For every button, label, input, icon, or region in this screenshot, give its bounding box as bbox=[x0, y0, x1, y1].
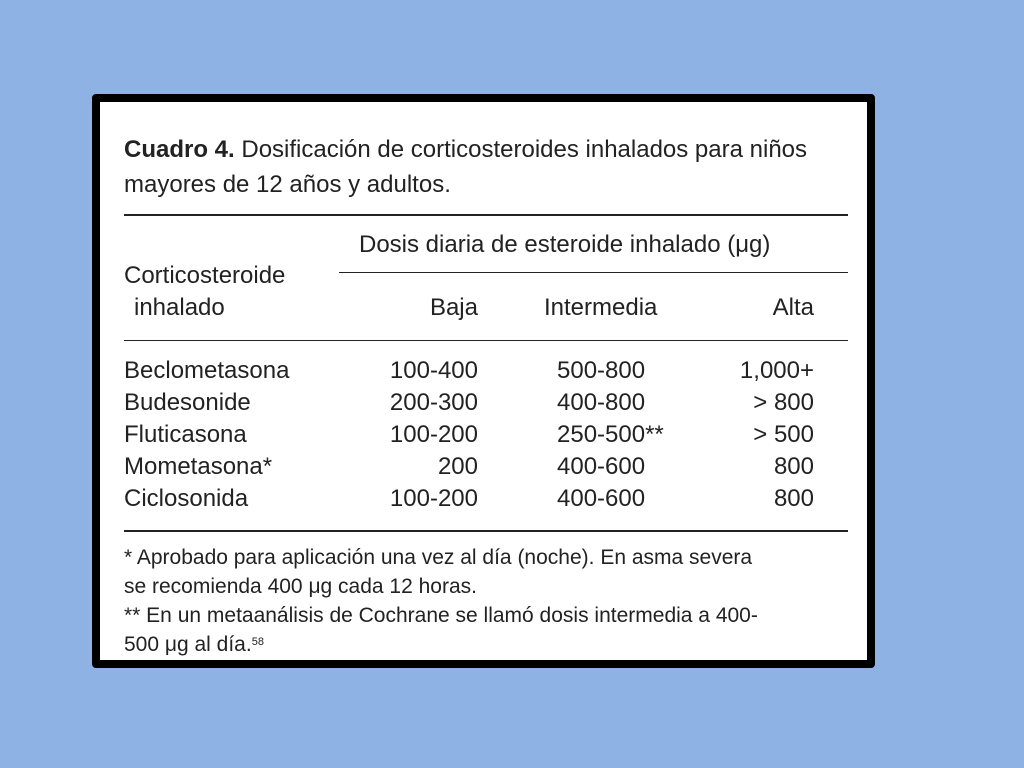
row-4-low: 100-200 bbox=[389, 485, 478, 512]
table-footnotes bbox=[124, 543, 848, 659]
footnote-2-line1: ** En un metaanálisis de Cochrane se llamó dosis intermedia a 400- bbox=[124, 604, 758, 627]
row-0-low: 100-400 bbox=[389, 357, 478, 384]
row-1-high: > 800 bbox=[753, 389, 814, 416]
row-3-medium: 400-600 bbox=[557, 453, 646, 480]
row-4-medium: 400-600 bbox=[557, 485, 646, 512]
row-2-low: 100-200 bbox=[389, 421, 478, 448]
table-caption bbox=[124, 132, 848, 202]
footnote-2-line2-text: 500 μg al día. bbox=[124, 633, 252, 656]
row-3-low: 200 bbox=[437, 453, 478, 480]
top-rule bbox=[124, 214, 848, 216]
row-0-drug: Beclometasona bbox=[124, 357, 290, 384]
bottom-rule bbox=[124, 530, 848, 532]
row-2-high: > 500 bbox=[753, 421, 814, 448]
footnote-1-line1: * Aprobado para aplicación una vez al día (noche). En asma severa bbox=[124, 546, 753, 569]
header-high: Alta bbox=[772, 294, 814, 321]
row-0-medium: 500-800 bbox=[557, 357, 646, 384]
row-4-high: 800 bbox=[773, 485, 814, 512]
row-1-drug: Budesonide bbox=[124, 389, 251, 416]
header-drug-line2: inhalado bbox=[134, 294, 225, 321]
row-1-low: 200-300 bbox=[389, 389, 478, 416]
footnote-1-line2: se recomienda 400 μg cada 12 horas. bbox=[124, 575, 477, 598]
row-4-drug: Ciclosonida bbox=[124, 485, 249, 512]
row-1-medium: 400-800 bbox=[557, 389, 646, 416]
caption-label: Cuadro 4. bbox=[124, 136, 235, 163]
row-3-drug: Mometasona* bbox=[124, 453, 273, 480]
row-0-high: 1,000+ bbox=[739, 357, 814, 384]
footnote-2-line2 bbox=[124, 630, 848, 659]
row-2-drug: Fluticasona bbox=[124, 421, 247, 448]
header-low: Baja bbox=[429, 294, 478, 321]
header-sub-rule bbox=[339, 272, 848, 273]
row-3-high: 800 bbox=[773, 453, 814, 480]
footnote-2-reference: 58 bbox=[251, 636, 264, 648]
row-2-medium: 250-500** bbox=[557, 421, 664, 448]
caption-text: Dosificación de corticosteroides inhalados para niños mayores de 12 años y adultos. bbox=[124, 136, 808, 198]
header-medium: Intermedia bbox=[544, 294, 658, 321]
header-drug-line1: Corticosteroide bbox=[124, 262, 286, 289]
header-dose-group: Dosis diaria de esteroide inhalado (μg) bbox=[359, 231, 771, 258]
header-bottom-rule bbox=[124, 340, 848, 341]
table-card bbox=[92, 94, 875, 668]
